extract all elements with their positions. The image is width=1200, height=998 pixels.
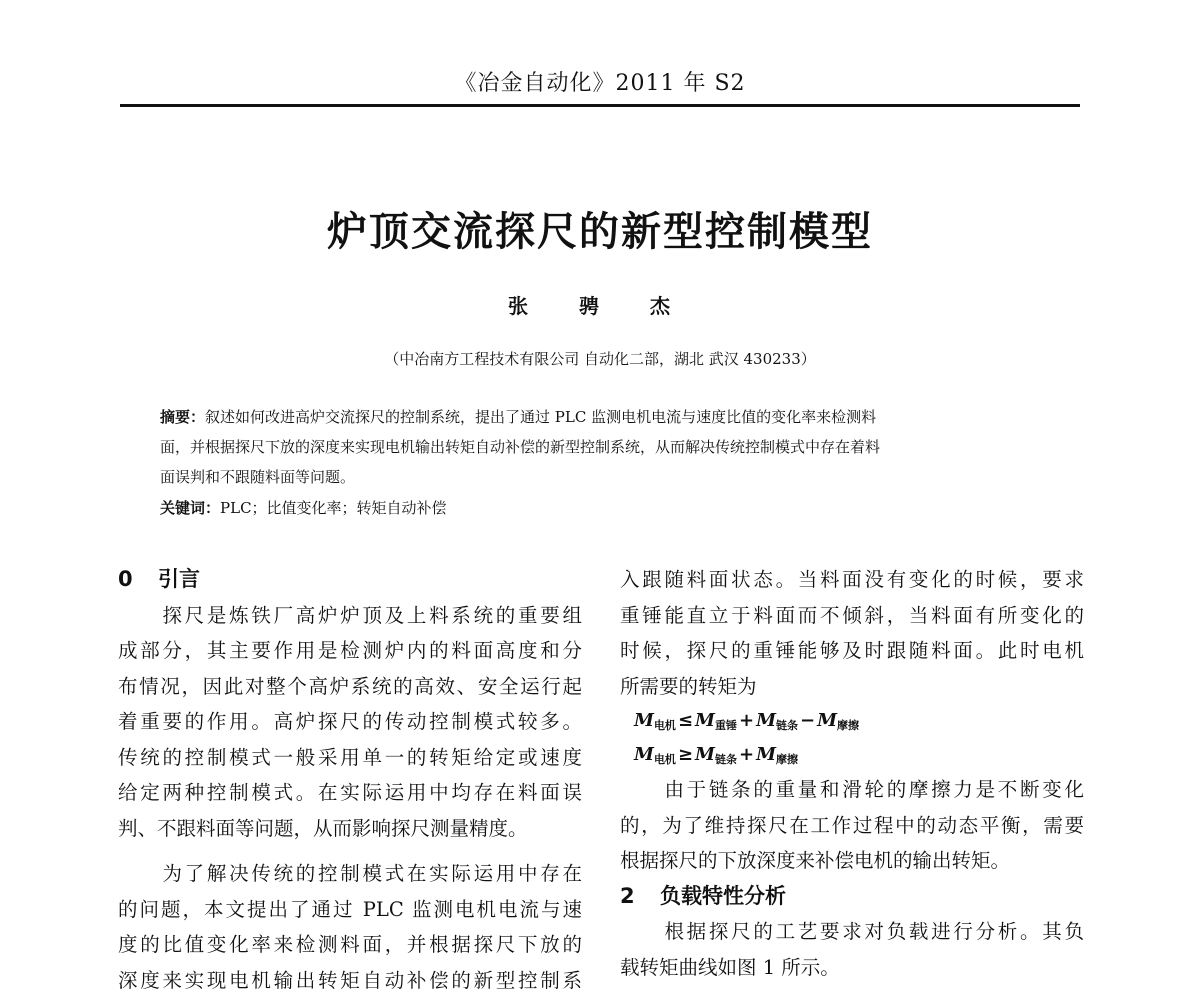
formula-symbol: M [695,710,715,731]
affiliation: （中冶南方工程技术有限公司 自动化二部，湖北 武汉 430233） [120,348,1080,369]
text-line: 所需要的转矩为 [620,669,1084,705]
abstract-line [160,402,1040,432]
keywords [160,493,1040,523]
text-line: 传统的控制模式一般采用单一的转矩给定或速度 [118,740,582,776]
section-title: 引言 [158,567,200,591]
formula-symbol: M [695,744,715,765]
text-line: 度的比值变化率来检测料面，并根据探尺下放的 [118,927,582,963]
author-name: 张 骋 杰 [120,290,1080,319]
text-line: 入跟随料面状态。当料面没有变化的时候，要求 [620,562,1084,598]
formula-torque-lower [620,738,1084,772]
section-title: 负载特性分析 [660,884,786,908]
journal-header: 《冶金自动化》2011 年 S2 [120,66,1080,97]
formula-subscript: 电机 [654,753,676,766]
formula-subscript: 重锤 [715,719,737,732]
abstract-text: 叙述如何改进高炉交流探尺的控制系统，提出了通过 PLC 监测电机电流与速度比值的变化率来检测料 [205,408,876,426]
text-line: 给定两种控制模式。在实际运用中均存在料面误 [118,775,582,811]
text-line: 深度来实现电机输出转矩自动补偿的新型控制系 [118,963,582,998]
text-line: 成部分，其主要作用是检测炉内的料面高度和分 [118,633,582,669]
text-line: 根据探尺的工艺要求对负载进行分析。其负 [620,914,1084,950]
text-line: 判、不跟料面等问题，从而影响探尺测量精度。 [118,811,582,847]
right-column [620,562,1084,985]
keywords-text: PLC；比值变化率；转矩自动补偿 [220,499,447,517]
abstract [160,402,1040,492]
text-line: 时候，探尺的重锤能够及时跟随料面。此时电机 [620,633,1084,669]
section-number: 2 [620,879,660,915]
formula-subscript: 电机 [654,719,676,732]
text-line: 为了解决传统的控制模式在实际运用中存在 [118,856,582,892]
paper-title: 炉顶交流探尺的新型控制模型 [120,200,1080,257]
text-line: 根据探尺的下放深度来补偿电机的输出转矩。 [620,843,1084,879]
formula-symbol: M [756,710,776,731]
formula-operator: + [737,744,756,765]
text-line: 的，为了维持探尺在工作过程中的动态平衡，需要 [620,808,1084,844]
section-number: 0 [118,562,158,598]
formula-subscript: 摩擦 [837,719,859,732]
formula-symbol: M [634,710,654,731]
formula-subscript: 链条 [776,719,798,732]
formula-symbol: M [817,710,837,731]
text-line: 布情况，因此对整个高炉系统的高效、安全运行起 [118,669,582,705]
formula-subscript: 链条 [715,753,737,766]
formula-subscript: 摩擦 [776,753,798,766]
text-line: 由于链条的重量和滑轮的摩擦力是不断变化 [620,772,1084,808]
abstract-label: 摘要： [160,408,205,426]
text-line: 探尺是炼铁厂高炉炉顶及上料系统的重要组 [118,598,582,634]
formula-operator: ≥ [676,744,695,765]
section-heading-load-analysis [620,879,1084,915]
formula-operator: − [798,710,817,731]
section-heading-introduction [118,562,582,598]
abstract-line: 面误判和不跟随料面等问题。 [160,462,1040,492]
text-line: 重锤能直立于料面而不倾斜，当料面有所变化的 [620,598,1084,634]
formula-symbol: M [634,744,654,765]
formula-torque-upper [620,704,1084,738]
formula-operator: + [737,710,756,731]
abstract-line: 面，并根据探尺下放的深度来实现电机输出转矩自动补偿的新型控制系统，从而解决传统控制模式中存在着料 [160,432,1040,462]
left-column [118,562,582,998]
text-line: 着重要的作用。高炉探尺的传动控制模式较多。 [118,704,582,740]
paragraph-gap [118,846,582,856]
text-line: 的问题，本文提出了通过 PLC 监测电机电流与速 [118,892,582,928]
header-rule [120,104,1080,107]
formula-symbol: M [756,744,776,765]
text-line: 载转矩曲线如图 1 所示。 [620,950,1084,986]
formula-operator: ≤ [676,710,695,731]
keywords-label: 关键词： [160,499,220,517]
